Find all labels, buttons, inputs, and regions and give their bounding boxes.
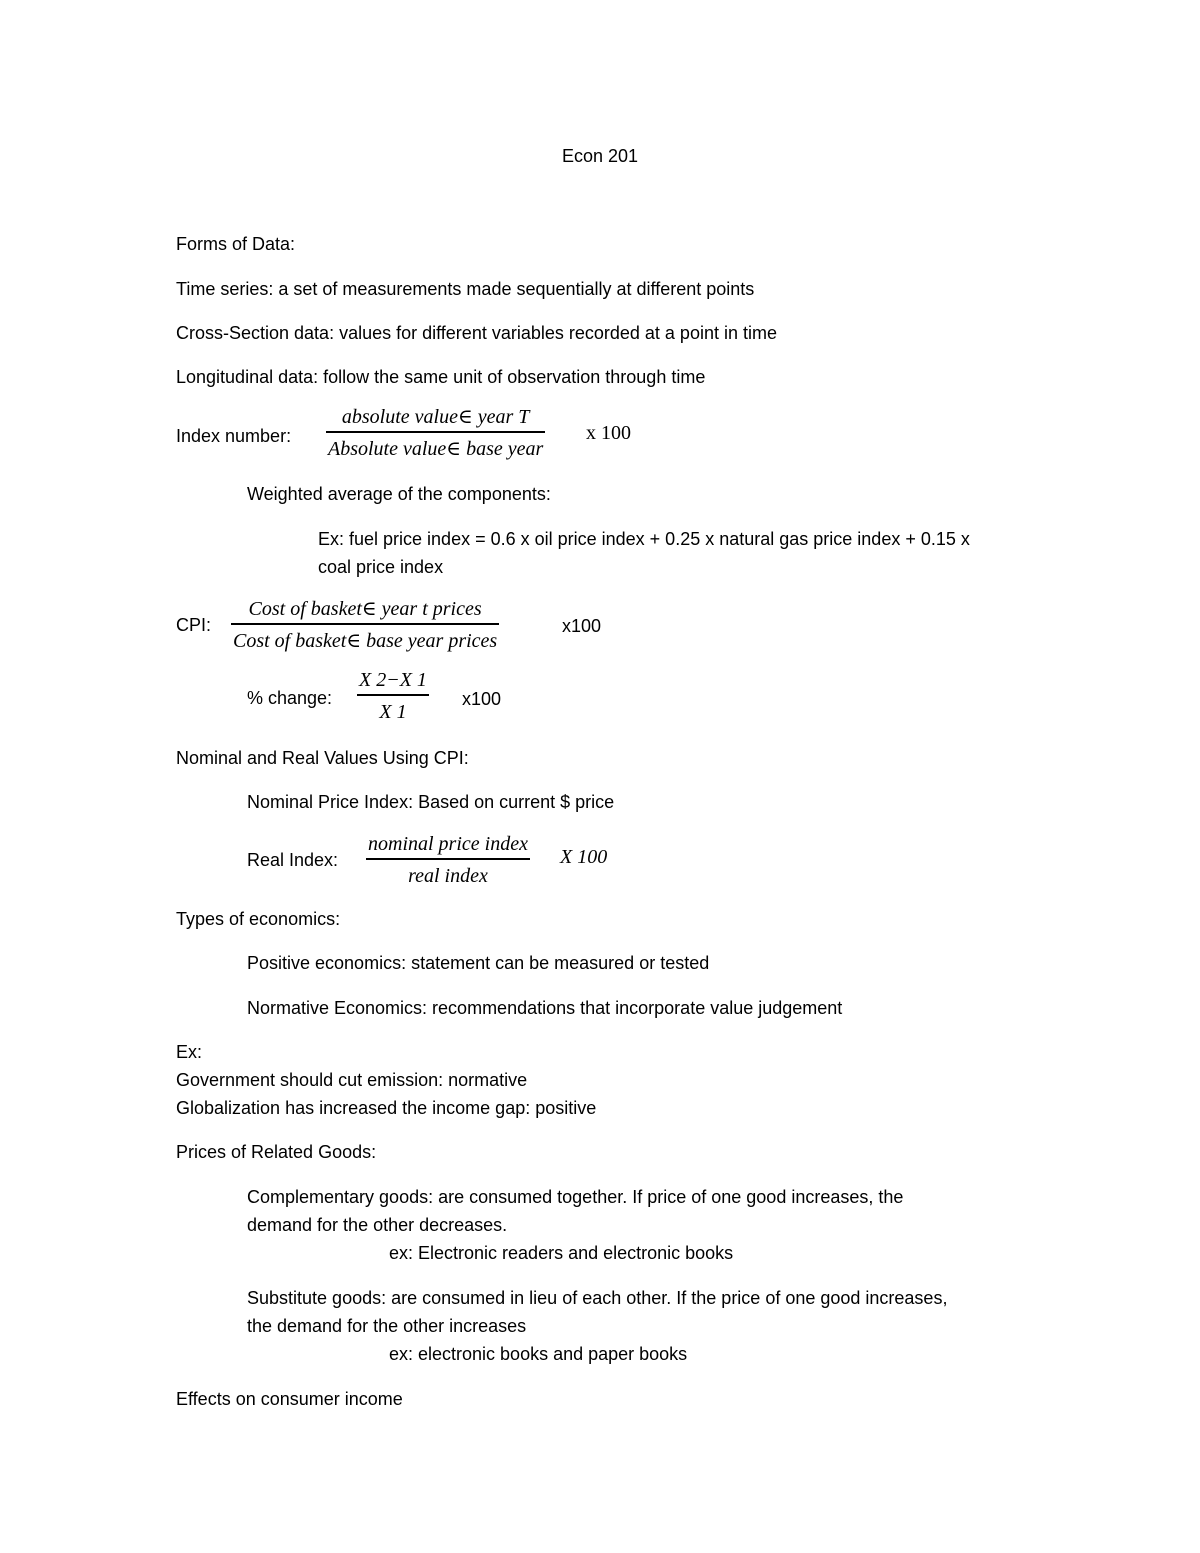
substitute-line1: Substitute goods: are consumed in lieu of each other. If the price of one good increases, (247, 1288, 948, 1308)
effects-heading: Effects on consumer income (176, 1389, 403, 1409)
complementary-example: ex: Electronic readers and electronic books (389, 1243, 734, 1263)
weighted-average-heading: Weighted average of the components: (247, 484, 551, 504)
pct-change-numerator: X 2−X 1 (359, 669, 427, 691)
related-goods-heading: Prices of Related Goods: (176, 1142, 377, 1162)
weighted-example-line1: Ex: fuel price index = 0.6 x oil price index + 0.25 x natural gas price index + 0.15 x (318, 529, 970, 549)
types-heading: Types of economics: (176, 909, 341, 929)
real-index-fraction (366, 834, 530, 886)
index-number-numerator: absolute value∈ year T (341, 406, 530, 428)
fraction-bar (366, 858, 530, 860)
cpi-numerator: Cost of basket∈ year t prices (248, 598, 482, 620)
pct-change-multiplier: x100 (462, 689, 502, 709)
cpi-label: CPI: (176, 615, 212, 635)
substitute-line2: the demand for the other increases (247, 1316, 527, 1336)
document-title: Econ 201 (562, 146, 639, 166)
index-number-label: Index number: (176, 426, 292, 446)
index-number-denominator: Absolute value∈ base year (328, 437, 544, 460)
time-series-definition: Time series: a set of measurements made sequentially at different points (176, 279, 755, 299)
ex-line2: Globalization has increased the income gap: positive (176, 1098, 597, 1118)
pct-change-fraction (357, 670, 429, 722)
nominal-price-index: Nominal Price Index: Based on current $ price (247, 792, 615, 812)
weighted-example-line2: coal price index (318, 557, 444, 577)
index-number-multiplier: x 100 (586, 422, 631, 444)
longitudinal-definition: Longitudinal data: follow the same unit of observation through time (176, 367, 706, 387)
real-index-numerator: nominal price index (368, 833, 528, 855)
real-index-label: Real Index: (247, 850, 339, 870)
pct-change-denominator: X 1 (379, 700, 407, 723)
fraction-bar (357, 694, 429, 696)
complementary-line1: Complementary goods: are consumed together. If price of one good increases, the (247, 1187, 904, 1207)
ex-label: Ex: (176, 1042, 203, 1062)
cross-section-definition: Cross-Section data: values for different variables recorded at a point in time (176, 323, 777, 343)
fraction-bar (326, 431, 545, 433)
complementary-line2: demand for the other decreases. (247, 1215, 508, 1235)
real-index-denominator: real index (408, 864, 488, 887)
cpi-multiplier: x100 (562, 616, 602, 636)
cpi-fraction (231, 599, 499, 651)
substitute-example: ex: electronic books and paper books (389, 1344, 688, 1364)
ex-line1: Government should cut emission: normative (176, 1070, 528, 1090)
fraction-bar (231, 623, 499, 625)
normative-economics: Normative Economics: recommendations that incorporate value judgement (247, 998, 843, 1018)
pct-change-label: % change: (247, 688, 333, 708)
index-number-fraction (326, 407, 545, 459)
cpi-denominator: Cost of basket∈ base year prices (233, 629, 498, 652)
nominal-real-heading: Nominal and Real Values Using CPI: (176, 748, 469, 768)
positive-economics: Positive economics: statement can be measured or tested (247, 953, 710, 973)
real-index-multiplier: X 100 (560, 846, 608, 868)
forms-heading: Forms of Data: (176, 234, 296, 254)
